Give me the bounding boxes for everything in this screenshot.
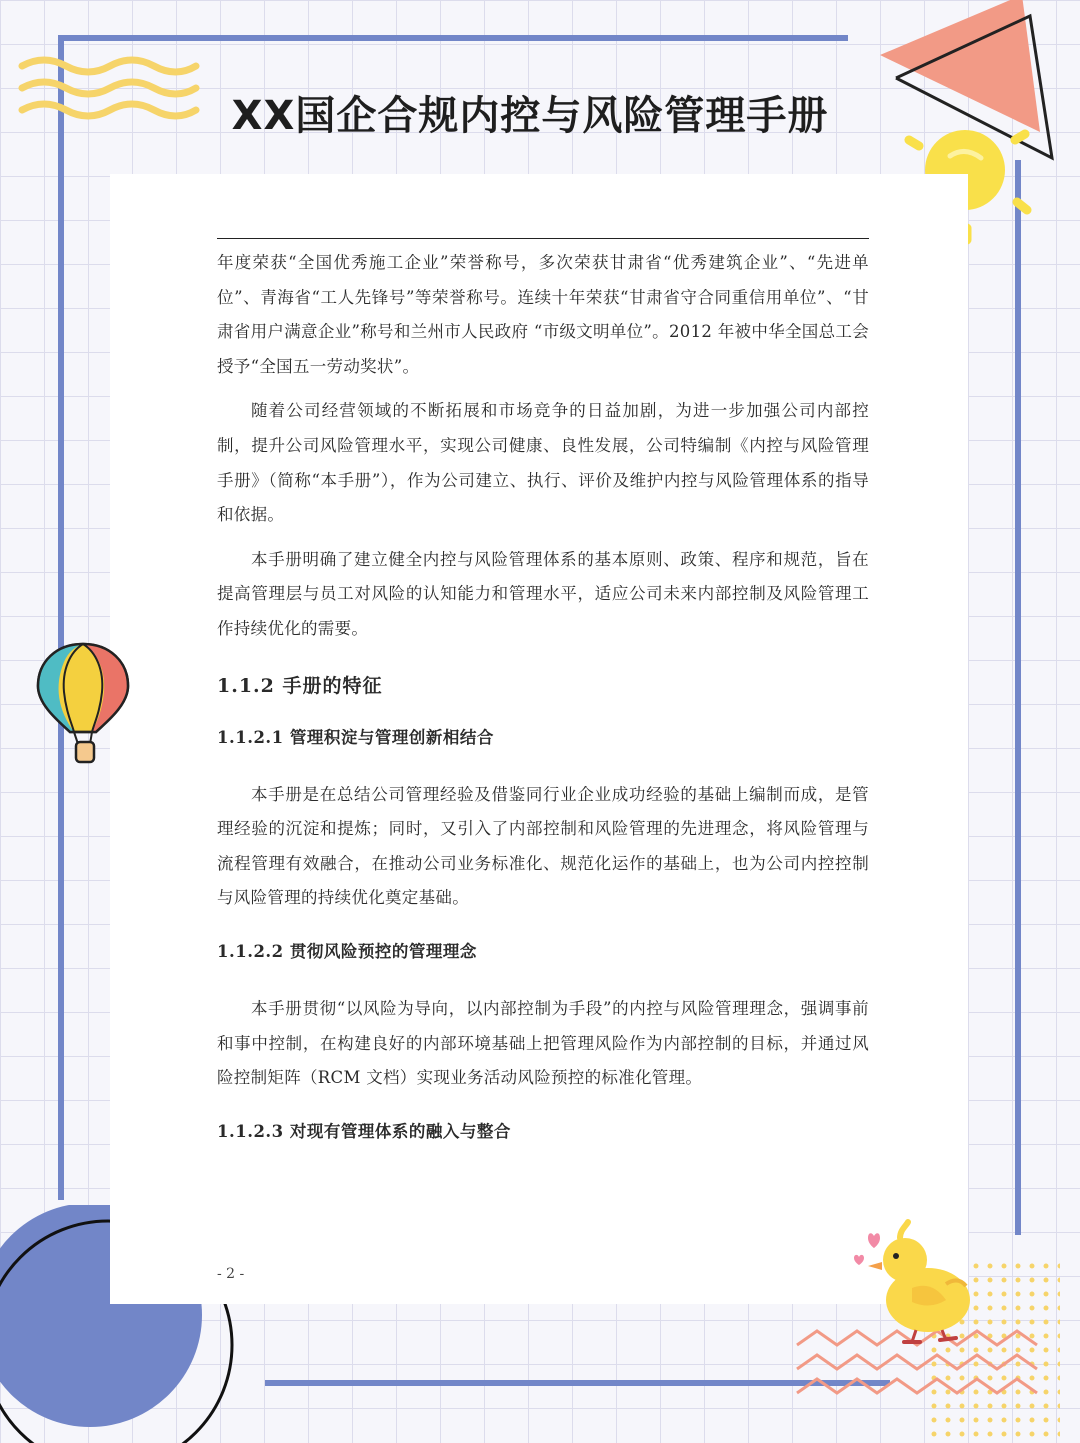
duck-decoration [850,1218,980,1348]
document-title: XX国企合规内控与风险管理手册 [231,93,829,139]
page-number: - 2 - [217,1266,245,1282]
subsection-body-2: 本手册贯彻“以风险为导向，以内部控制为手段”的内控与风险管理理念，强调事前和事中控制，在构建良好的内部环境基础上把管理风险作为内部控制的目标，并通过风险控制矩阵（RCM 文档）实现业务活动风险预控的标准化管理。 [217,998,869,1088]
document-page [110,174,968,1304]
document-body [217,246,869,1172]
header-rule [217,238,869,239]
subsection-heading-2: 1.1.2.2 贯彻风险预控的管理理念 [217,941,477,961]
frame-top-line [58,35,848,41]
section-heading: 1.1.2 手册的特征 [217,674,383,697]
frame-left-line [58,35,64,1200]
hot-air-balloon-decoration [34,640,132,768]
subsection-heading-3: 1.1.2.3 对现有管理体系的融入与整合 [217,1121,511,1141]
intro-paragraph-1: 年度荣获“全国优秀施工企业”荣誉称号，多次荣获甘肃省“优秀建筑企业”、“先进单位”、青海省“工人先锋号”等荣誉称号。连续十年荣获“甘肃省守合同重信用单位”、“甘肃省用户满意企业”称号和兰州市人民政府 “市级文明单位”。2012 年被中华全国总工会授予“全国五一劳动奖状”。 [217,253,869,376]
subsection-heading-1: 1.1.2.1 管理积淀与管理创新相结合 [217,727,494,747]
frame-right-line [1015,160,1021,1235]
intro-paragraph-3: 本手册明确了建立健全内控与风险管理体系的基本原则、政策、程序和规范，旨在提高管理层与员工对风险的认知能力和管理水平，适应公司未来内部控制及风险管理工作持续优化的需要。 [217,549,869,638]
subsection-body-1: 本手册是在总结公司管理经验及借鉴同行业企业成功经验的基础上编制而成，是管理经验的沉淀和提炼；同时，又引入了内部控制和风险管理的先进理念，将风险管理与流程管理有效融合，在推动公司业务标准化、规范化运作的基础上，也为公司内控控制与风险管理的持续优化奠定基础。 [217,784,869,908]
intro-paragraph-2: 随着公司经营领域的不断拓展和市场竞争的日益加剧，为进一步加强公司内部控制，提升公司风险管理水平，实现公司健康、良性发展，公司特编制《内控与风险管理手册》（简称“本手册”），作为公司建立、执行、评价及维护内控与风险管理体系的指导和依据。 [217,401,869,525]
